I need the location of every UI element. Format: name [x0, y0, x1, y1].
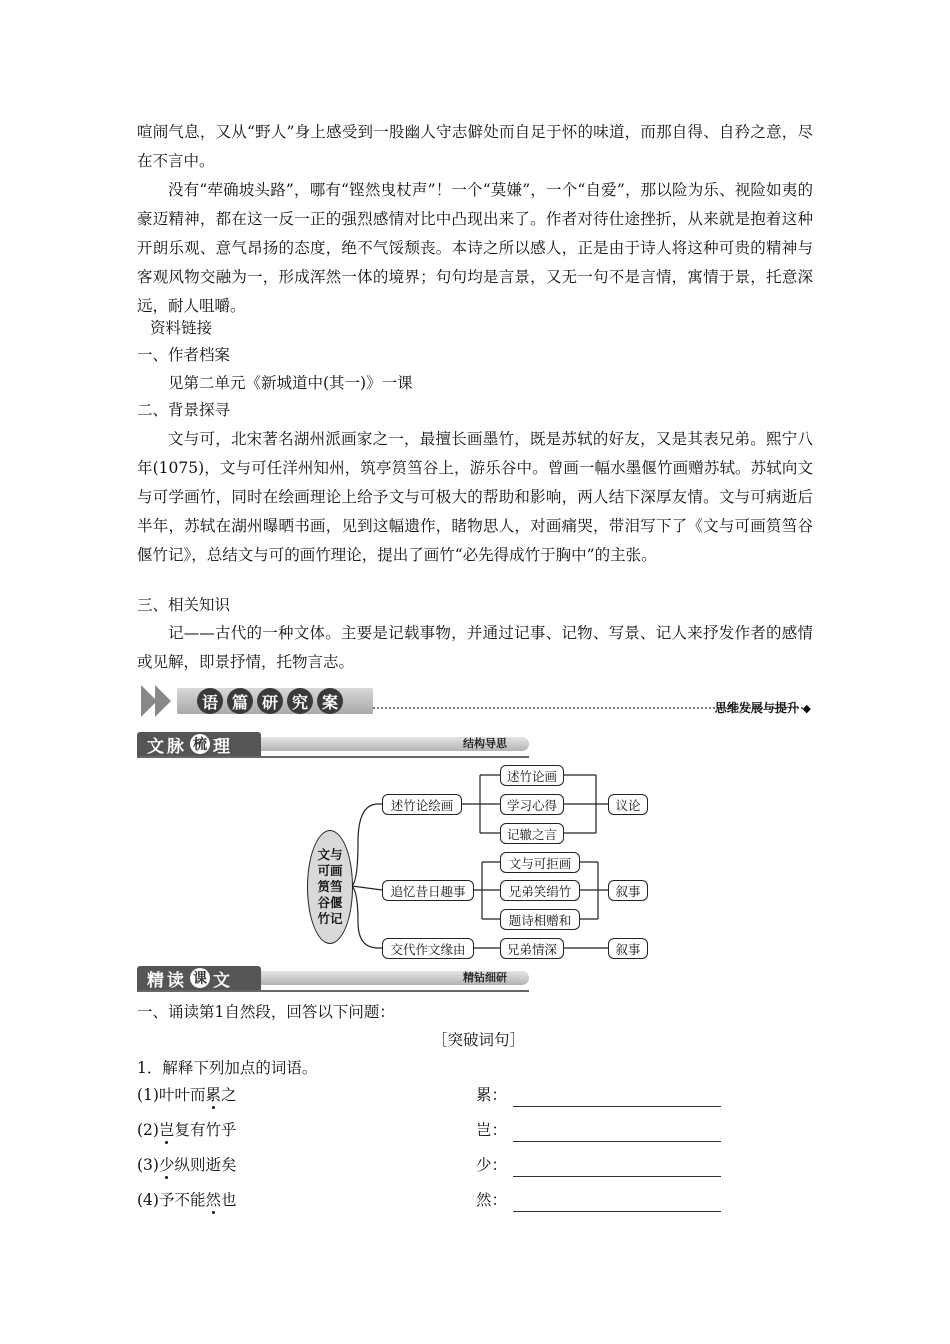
dotted-word: 岂	[158, 1121, 175, 1139]
root-line: 文与	[317, 847, 343, 862]
diagram-root	[307, 830, 353, 944]
banner-char: 研	[257, 688, 283, 714]
banner-tab-circle: 梳	[190, 734, 210, 754]
banner-char: 案	[317, 688, 343, 714]
question-item	[137, 1083, 237, 1107]
banner-subtitle: 思维发展与提升 ◆	[715, 699, 811, 716]
banner-tab-text: 文脉	[147, 736, 187, 757]
answer-blank[interactable]	[513, 1089, 721, 1107]
paragraph-background: 文与可，北宋著名湖州派画家之一，最擅长画墨竹，既是苏轼的好友，又是其表兄弟。熙宁八年(1075)，文与可任洋州知州，筑亭筼筜谷上，游乐谷中。曾画一幅水墨偃竹画赠苏轼。苏轼向文与可学画竹，同时在绘画理论上给予文与可极大的帮助和影响，两人结下深厚友情。文与可病逝后半年，苏轼在湖州曝晒书画，见到这幅遗作，睹物思人，对画痛哭，带泪写下了《文与可画筼筜谷偃竹记》，总结文与可的画竹理论，提出了画竹“必先得成竹于胸中”的主张。	[137, 430, 813, 564]
root-line: 竹记	[317, 911, 343, 926]
paragraph-knowledge: 记——古代的一种文体。主要是记载事物，并通过记事、记物、写景、记人来抒发作者的感情或见解，即景抒情，托物言志。	[137, 624, 813, 671]
banner-tab-text: 精读	[147, 970, 187, 991]
answer-label: 累：	[476, 1086, 508, 1104]
item-text: (3)	[137, 1156, 159, 1174]
answer-label: 少：	[476, 1156, 508, 1174]
root-line: 筼筜	[317, 879, 343, 894]
banner-baseline	[137, 990, 529, 992]
question-intro: 一、诵读第1自然段，回答以下问题：	[137, 1003, 395, 1021]
diagram-node: 学习心得	[500, 794, 564, 815]
item-text: 纵则逝矣	[174, 1156, 237, 1174]
diagram-node: 述竹论画	[500, 765, 564, 786]
answer-line	[476, 1188, 721, 1212]
dotted-word: 然	[205, 1191, 221, 1209]
banner-char: 语	[197, 688, 223, 714]
diagram-node: 叙事	[608, 880, 648, 901]
diagram-node: 议论	[608, 794, 648, 815]
banner-tab-text: 理	[213, 736, 233, 757]
diagram-node: 兄弟笑绢竹	[500, 880, 580, 901]
item-text: (2)	[137, 1121, 159, 1139]
banner-tab	[137, 966, 261, 990]
banner-yupian-yanjiuan	[137, 685, 813, 719]
breakthrough-heading: ［突破词句］	[432, 1031, 526, 1049]
paragraph-yeren: 喧闹气息，又从“野人”身上感受到一股幽人守志僻处而自足于怀的味道，而那自得、自矜之意，尽在不言中。	[137, 123, 813, 170]
paragraph-analysis: 没有“荦确坡头路”，哪有“铿然曳杖声”！一个“莫嫌”，一个“自爱”，那以险为乐、视险如夷的豪迈精神，都在这一反一正的强烈感情对比中凸现出来了。作者对待仕途挫折，从来就是抱着这种开朗乐观、意气昂扬的态度，绝不气馁颓丧。本诗之所以感人，正是由于诗人将这种可贵的精神与客观风物交融为一，形成浑然一体的境界；句句均是言景，又无一句不是言情，寓情于景，托意深远，耐人咀嚼。	[137, 181, 813, 315]
banner-tab-text: 文	[213, 970, 233, 991]
root-line: 可画	[317, 863, 343, 878]
banner-subtitle: 结构导思	[463, 737, 507, 750]
answer-line	[476, 1118, 721, 1142]
banner-tab-circle: 课	[190, 968, 210, 988]
dotted-word: 少	[158, 1156, 175, 1174]
diagram-node: 文与可拒画	[500, 852, 580, 873]
question-item	[137, 1153, 237, 1177]
answer-line	[476, 1083, 721, 1107]
dotted-word: 累	[205, 1086, 221, 1104]
diagram-connectors	[300, 762, 660, 962]
diagram-node: 追忆昔日趣事	[382, 880, 474, 901]
banner-title	[197, 688, 343, 714]
diagram-node: 兄弟情深	[500, 938, 564, 959]
structure-diagram	[300, 762, 660, 962]
item-text: (1)叶叶而	[137, 1086, 206, 1104]
item-text: 也	[220, 1191, 237, 1209]
banner-char: 篇	[227, 688, 253, 714]
answer-blank[interactable]	[513, 1159, 721, 1177]
question-1: 1．解释下列加点的词语。	[137, 1059, 318, 1077]
diagram-node: 记辙之言	[500, 823, 564, 844]
chevron-icon	[155, 685, 171, 717]
question-item	[137, 1118, 237, 1142]
item-text: 之	[220, 1086, 237, 1104]
banner-subtitle: 精钻细研	[463, 971, 507, 984]
question-item	[137, 1188, 237, 1212]
answer-label: 然：	[476, 1191, 508, 1209]
banner-jingdu-kewen	[137, 966, 529, 992]
answer-line	[476, 1153, 721, 1177]
banner-tab	[137, 732, 261, 756]
diagram-node: 交代作文缘由	[382, 938, 474, 959]
diagram-node: 题诗相赠和	[500, 909, 580, 930]
answer-blank[interactable]	[513, 1124, 721, 1142]
banner-char: 究	[287, 688, 313, 714]
banner-wenmai-shuli	[137, 732, 529, 758]
item-text: 复有竹乎	[174, 1121, 237, 1139]
section-background-heading: 二、背景探寻	[137, 401, 231, 419]
answer-label: 岂：	[476, 1121, 508, 1139]
item-text: (4)予不能	[137, 1191, 206, 1209]
author-reference: 见第二单元《新城道中(其一)》一课	[168, 374, 413, 392]
banner-baseline	[137, 756, 529, 758]
section-author-heading: 一、作者档案	[137, 346, 231, 364]
section-knowledge-heading: 三、相关知识	[137, 596, 231, 614]
diagram-node: 叙事	[608, 938, 648, 959]
diagram-node: 述竹论绘画	[382, 794, 462, 815]
root-line: 谷偃	[317, 895, 343, 910]
answer-blank[interactable]	[513, 1194, 721, 1212]
ziliao-heading: 资料链接	[150, 319, 213, 337]
